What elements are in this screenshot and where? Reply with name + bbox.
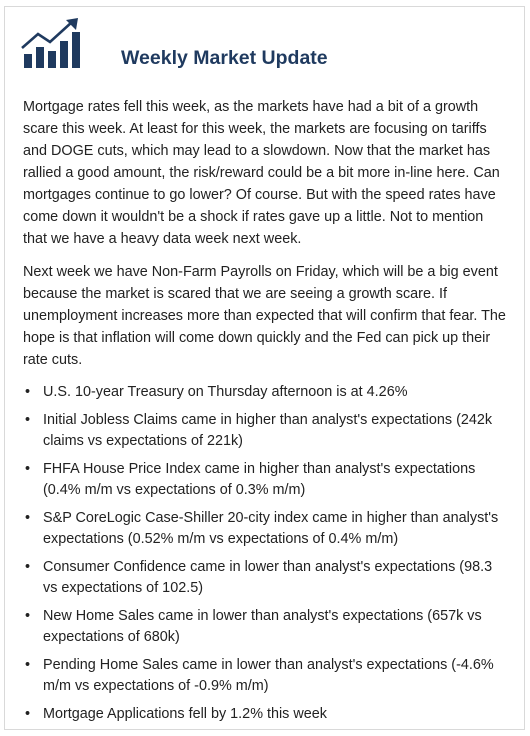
rising-bar-chart-icon — [20, 18, 82, 70]
page-title: Weekly Market Update — [121, 47, 328, 69]
list-item-text: New Home Sales came in lower than analyst's expectations (657k vs expectations of 680k) — [43, 608, 482, 645]
list-item-text: U.S. 10-year Treasury on Thursday afternoon is at 4.26% — [43, 384, 408, 400]
list-item-text: Mortgage Applications fell by 1.2% this week — [43, 706, 327, 722]
bullet-marker: • — [25, 608, 31, 624]
paragraph-next-week: Next week we have Non-Farm Payrolls on Friday, which will be a big event because the market is scared that we are seeing a growth scare. If unemployment increases more than expected that will confirm that fear. The hope is that inflation will come down quickly and the Fed can pick up their rate cuts. — [23, 264, 506, 368]
list-item-text: Pending Home Sales came in lower than analyst's expectations (-4.6% m/m vs expectations of -0.9% m/m) — [43, 657, 494, 694]
list-item — [23, 508, 510, 550]
list-item-text: FHFA House Price Index came in higher than analyst's expectations (0.4% m/m vs expectations of 0.3% m/m) — [43, 461, 476, 498]
list-item-text: Initial Jobless Claims came in higher than analyst's expectations (242k claims vs expectations of 221k) — [43, 412, 493, 449]
economic-data-list — [23, 382, 510, 725]
list-item — [23, 459, 510, 501]
list-item — [23, 410, 510, 452]
bullet-marker: • — [25, 461, 31, 477]
paragraph-rates: Mortgage rates fell this week, as the markets have had a bit of a growth scare this week. At least for this week, the markets are focusing on tariffs and DOGE cuts, which may lead to a slowdown. Now that the market has rallied a good amount, the risk/reward could be a bit more in-line here. Can mortgages continue to go lower? Of course. But with the speed rates have come down it wouldn't be a shock if rates gave up a little. Not to mention that we have a heavy data week next week. — [23, 99, 500, 247]
list-item-text: S&P CoreLogic Case-Shiller 20-city index came in higher than analyst's expectations (0.52% m/m vs expectations of 0.4% m/m) — [43, 510, 499, 547]
list-item — [23, 382, 510, 403]
list-item — [23, 606, 510, 648]
list-item — [23, 704, 510, 725]
header — [20, 18, 500, 74]
bullet-marker: • — [25, 412, 31, 428]
bullet-marker: • — [25, 510, 31, 526]
list-item — [23, 557, 510, 599]
bullet-marker: • — [25, 706, 31, 722]
list-item — [23, 655, 510, 697]
bullet-marker: • — [25, 384, 31, 400]
article-body — [23, 96, 510, 732]
bullet-marker: • — [25, 657, 31, 673]
bullet-marker: • — [25, 559, 31, 575]
list-item-text: Consumer Confidence came in lower than analyst's expectations (98.3 vs expectations of 102.5) — [43, 559, 493, 596]
